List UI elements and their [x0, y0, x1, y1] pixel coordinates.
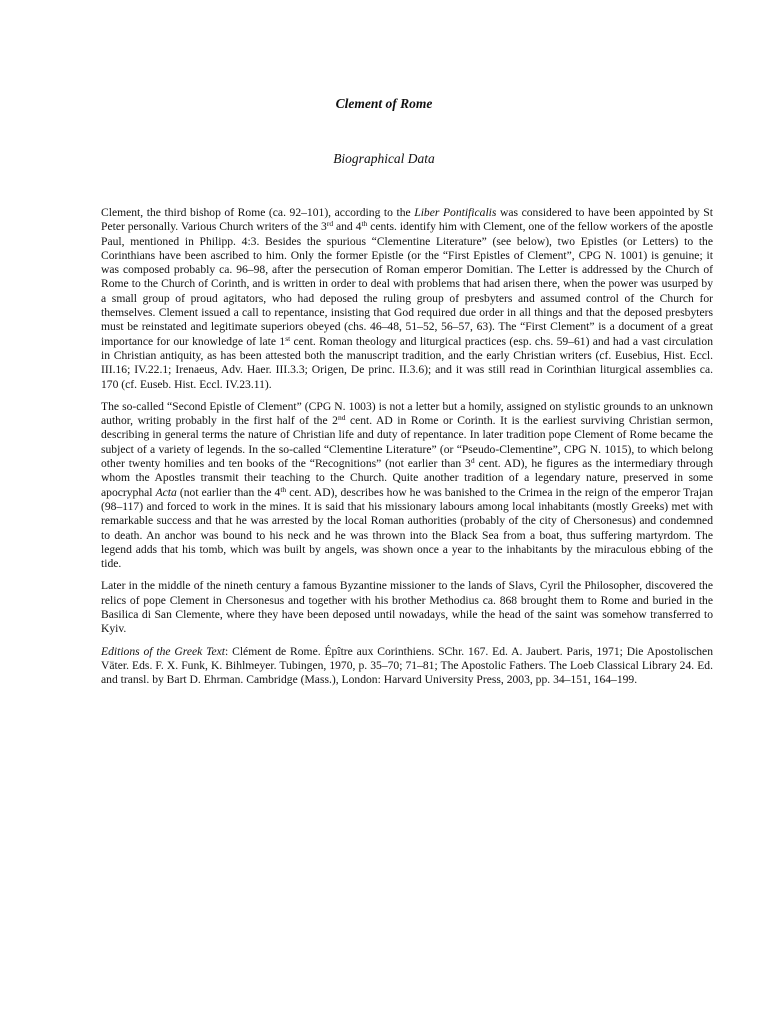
superscript-text: th: [280, 484, 287, 494]
italic-text: Editions of the Greek Text: [101, 644, 226, 658]
superscript-text: st: [285, 333, 291, 343]
document-title: Clement of Rome: [335, 96, 433, 111]
body-paragraph: [101, 400, 713, 572]
text-run: cent. AD), he figures as the intermediary through whom the Apostles transmit their teaching to the Church. Quite another tradition of a legendary nature, preserved in some apocryphal: [101, 457, 713, 499]
body-paragraph: [101, 206, 713, 392]
text-run: cent. AD), describes how he was banished to the Crimea in the reign of the emperor Trajan (98–117) and forced to work in the mines. It is said that his missionary labours among local inhabitants (mostly Greeks) met with remarkable success and that he was arrested by the local Roman authorities (probably of the city of Chersonesus) and condemned to death. An anchor was bound to his neck and he was thrown into the Black Sea from a boat, thus suffering martyrdom. The legend adds that his tomb, which was built by angels, was shown once a year to the inhabitants by the miraculous ebbing of the tide.: [101, 485, 713, 571]
body-paragraph: [101, 579, 713, 636]
text-run: cent. Roman theology and liturgical practices (esp. chs. 59–61) and had a vast circulation in Christian antiquity, as has been attested both the manuscript tradition, and the early Christian writers (cf. Eusebius, Hist. Eccl. III.16; IV.22.1; Irenaeus, Adv. Haer. III.3.3; Origen, De princ. II.3.6); and it was still read in Corinthian liturgical assemblies ca. 170 (cf. Euseb. Hist. Eccl. IV.23.11).: [101, 334, 713, 391]
text-run: cent. AD in Rome or Corinth. It is the earliest surviving Christian sermon, describing in general terms the nature of Christian life and duty of repentance. In later tradition pope Clement of Rome became the subject of a variety of legends. In the so-called “Clementine Literature” (or “Pseudo-Clementine”, CPG N. 1015), to which belong other twenty homilies and ten books of the “Recognitions” (not earlier than 3: [101, 414, 713, 471]
document-subtitle: Biographical Data: [333, 151, 435, 166]
text-run: was considered to have been appointed by St Peter personally. Various Church writers of the 3: [101, 206, 713, 234]
superscript-text: th: [361, 219, 368, 229]
body-paragraph: [101, 645, 713, 688]
document-body: [101, 206, 713, 696]
text-run: and 4: [333, 220, 362, 234]
text-run: Clement, the third bishop of Rome (ca. 92–101), according to the: [101, 206, 415, 219]
superscript-text: nd: [337, 413, 346, 423]
superscript-text: d: [470, 456, 475, 466]
italic-text: Acta: [155, 485, 177, 499]
text-run: cents. identify him with Clement, one of the fellow workers of the apostle Paul, mentioned in Philipp. 4:3. Besides the spurious “Clementine Literature” (see below), two Epistles (or Letters) to the Corinthians have been ascribed to him. Only the former Epistle (or the “First Epistles of Clement”, CPG N. 1001) is genuine; it was composed probably ca. 96–98, after the persecution of Roman emperor Domitian. The Letter is addressed by the Church of Rome to the Church of Corinth, and is written in order to deal with problems that had arisen there, when the power was usurped by a small group of proud agitators, who had deposed the ruling group of presbyters and assumed control of the Church for themselves. Clement issued a call to repentance, insisting that God required due order in all things and that the deposed presbyters must be reinstated and legitimate superiors obeyed (chs. 46–48, 51–52, 56–57, 63). The “First Clement” is a document of a great importance for our knowledge of late 1: [101, 220, 713, 348]
text-run: (not earlier than the 4: [176, 485, 281, 499]
superscript-text: rd: [326, 219, 334, 229]
text-run: : Clément de Rome. Épître aux Corinthiens. SChr. 167. Ed. A. Jaubert. Paris, 1971; Die Apostolischen Väter. Eds. F. X. Funk, K. Bihlmeyer. Tubingen, 1970, p. 35–70; 71–81; The Apostolic Fathers. The Loeb Classical Library 24. Ed. and transl. by Bart D. Ehrman. Cambridge (Mass.), London: Harvard University Press, 2003, pp. 34–151, 164–199.: [101, 644, 713, 687]
text-run: Later in the middle of the nineth century a famous Byzantine missioner to the lands of Slavs, Cyril the Philosopher, discovered the relics of pope Clement in Chersonesus and together with his brother Methodius ca. 868 brought them to Rome and buried in the Basilica di San Clemente, where they have been deposed until nowadays, while the head of the saint was somehow transferred to Kyiv.: [101, 579, 713, 636]
italic-text: Liber Pontificalis: [414, 206, 497, 219]
text-run: The so-called “Second Epistle of Clement” (CPG N. 1003) is not a letter but a homily, assigned on stylistic grounds to an unknown author, writing probably in the first half of the 2: [101, 399, 713, 428]
